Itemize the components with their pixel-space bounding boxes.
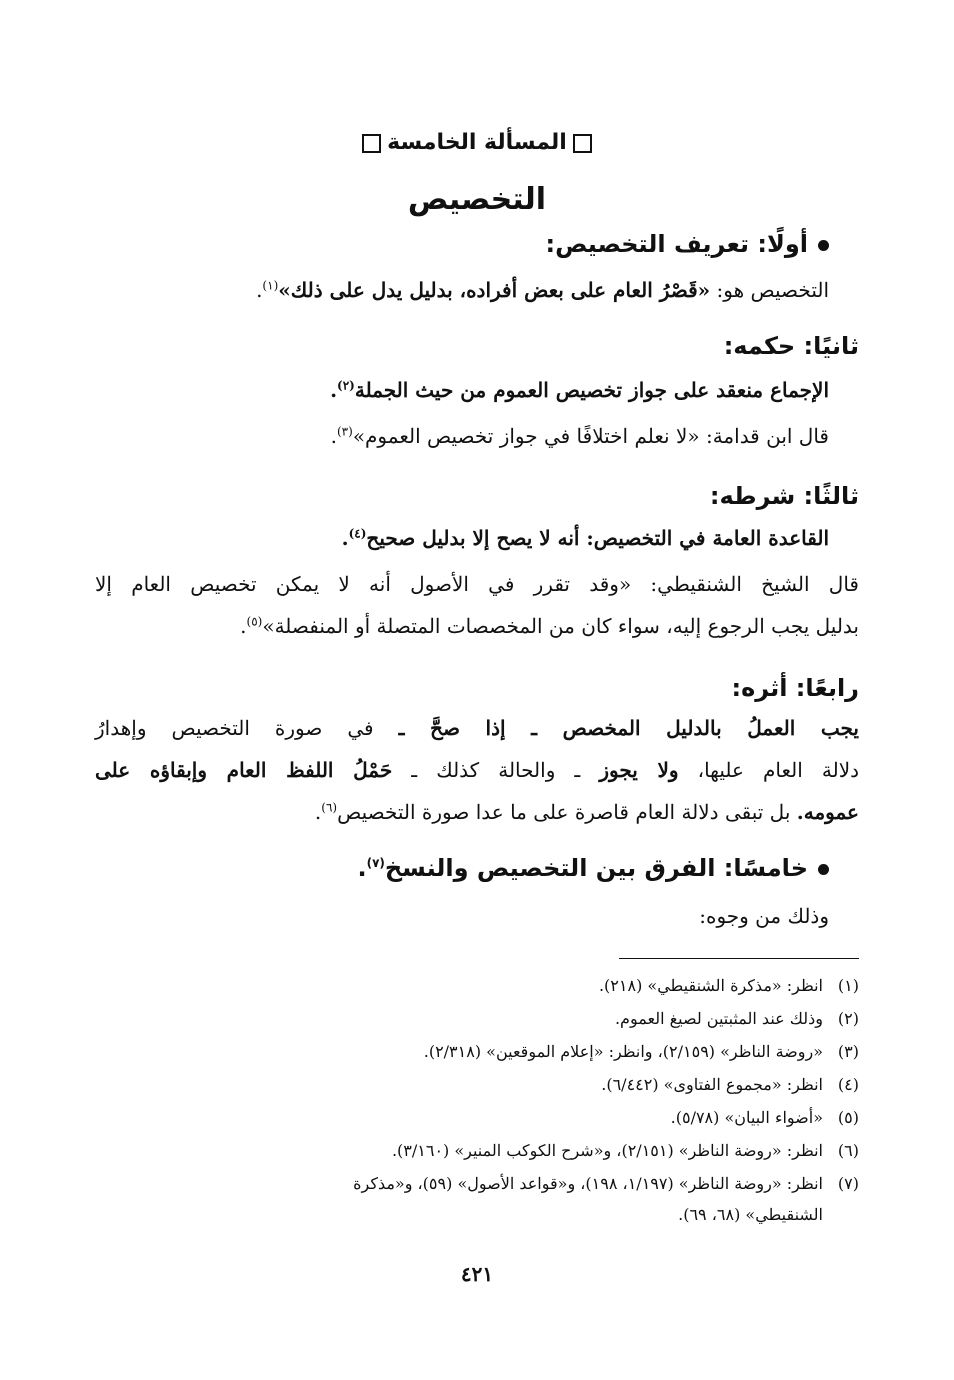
- footnote-ref: (١): [262, 278, 279, 293]
- square-box-icon: [362, 134, 381, 153]
- footnote-ref: (٤): [348, 526, 367, 541]
- footnote-continuation: الشنقيطي» (٦٨، ٦٩).: [678, 1205, 823, 1224]
- footnote-text: «أضواء البيان» (٥/٧٨).: [670, 1108, 823, 1127]
- footnote: [353, 1174, 859, 1193]
- shinqiti-quote-line-1: قال الشيخ الشنقيطي: «وقد تقرر في الأصول أنه لا يمكن تخصيص العام إلا: [95, 572, 859, 596]
- footnote: [392, 1141, 859, 1160]
- footnote-divider: [619, 958, 859, 959]
- footnote: [424, 1042, 859, 1061]
- footnote-number: (١): [837, 976, 859, 995]
- heading-condition: ثالثًا: شرطه:: [709, 482, 859, 510]
- shinqiti-quote-line-2: بدليل يجب الرجوع إليه، سواء كان من المخصصات المتصلة أو المنفصلة»$^{(٥)}$.: [240, 614, 859, 638]
- section-header: [0, 130, 954, 155]
- footnote-text: انظر: «مذكرة الشنقيطي» (٢١٨).: [598, 976, 823, 995]
- footnote-ref: (٣): [336, 424, 353, 439]
- footnote-number: (٦): [837, 1141, 859, 1160]
- footnote: [671, 1108, 859, 1127]
- heading-difference: خامسًا: الفرق بين التخصيص والنسخ$^{(٧)}$.: [357, 854, 829, 882]
- page-number: ٤٢١: [460, 1262, 494, 1286]
- definition-line: التخصيص هو: «قَصْرُ العام على بعض أفراده، بدليل يدل على ذلك»$^{(١)}$.: [256, 278, 829, 302]
- footnote-text: انظر: «مجموع الفتاوى» (٦/٤٤٢).: [601, 1075, 823, 1094]
- section-label: المسألة الخامسة: [387, 130, 567, 155]
- footnote: [615, 1009, 859, 1028]
- effect-line-1: يجب العملُ بالدليل المخصص ـ إذا صحَّ ـ في صورة التخصيص وإهدارُ: [95, 716, 859, 740]
- footnote: [601, 1075, 859, 1094]
- footnote-text: «روضة الناظر» (٢/١٥٩)، وانظر: «إعلام الموقعين» (٢/٣١٨).: [423, 1042, 823, 1061]
- bullet-icon: [818, 240, 829, 251]
- footnote-number: (٧): [837, 1174, 859, 1193]
- square-box-icon: [573, 134, 592, 153]
- footnote-text: انظر: «روضة الناظر» (٢/١٥١)، و«شرح الكوكب المنير» (٣/١٦٠).: [391, 1141, 823, 1160]
- footnote-text: وذلك عند المثبتين لصيغ العموم.: [614, 1009, 823, 1028]
- footnote-ref: (٦): [321, 800, 338, 815]
- effect-line-2: دلالة العام عليها، ولا يجوز ـ والحالة كذلك ـ حَمْلُ اللفظ العام وإبقاؤه على: [95, 758, 860, 782]
- effect-line-3: عمومه. بل تبقى دلالة العام قاصرة على ما عدا صورة التخصيص$^{(٦)}$.: [314, 800, 859, 824]
- footnote-ref: (٢): [337, 378, 355, 393]
- rule-line: القاعدة العامة في التخصيص: أنه لا يصح إلا بدليل صحيح$^{(٤)}$.: [341, 526, 829, 550]
- footnote-ref: (٥): [246, 614, 263, 629]
- bullet-icon: [818, 864, 829, 875]
- footnote-number: (٣): [837, 1042, 859, 1061]
- footnote-number: (٤): [837, 1075, 859, 1094]
- footnote-number: (٢): [837, 1009, 859, 1028]
- footnote-number: (٥): [837, 1108, 859, 1127]
- aspects-intro: وذلك من وجوه:: [699, 904, 829, 928]
- footnote-text: انظر: «روضة الناظر» (١/١٩٧، ١٩٨)، و«قواعد الأصول» (٥٩)، و«مذكرة: [353, 1174, 823, 1193]
- ibn-qudama-quote: قال ابن قدامة: «لا نعلم اختلافًا في جواز تخصيص العموم»$^{(٣)}$.: [330, 424, 829, 448]
- heading-ruling: ثانيًا: حكمه:: [723, 332, 859, 360]
- heading-definition: أولًا: تعريف التخصيص:: [545, 230, 829, 258]
- chapter-title: التخصيص: [407, 182, 547, 217]
- footnote: [599, 976, 859, 995]
- heading-effect: رابعًا: أثره:: [731, 674, 859, 702]
- ijma-line: الإجماع منعقد على جواز تخصيص العموم من حيث الجملة$^{(٢)}$.: [330, 378, 829, 402]
- footnote-ref: (٧): [366, 856, 385, 870]
